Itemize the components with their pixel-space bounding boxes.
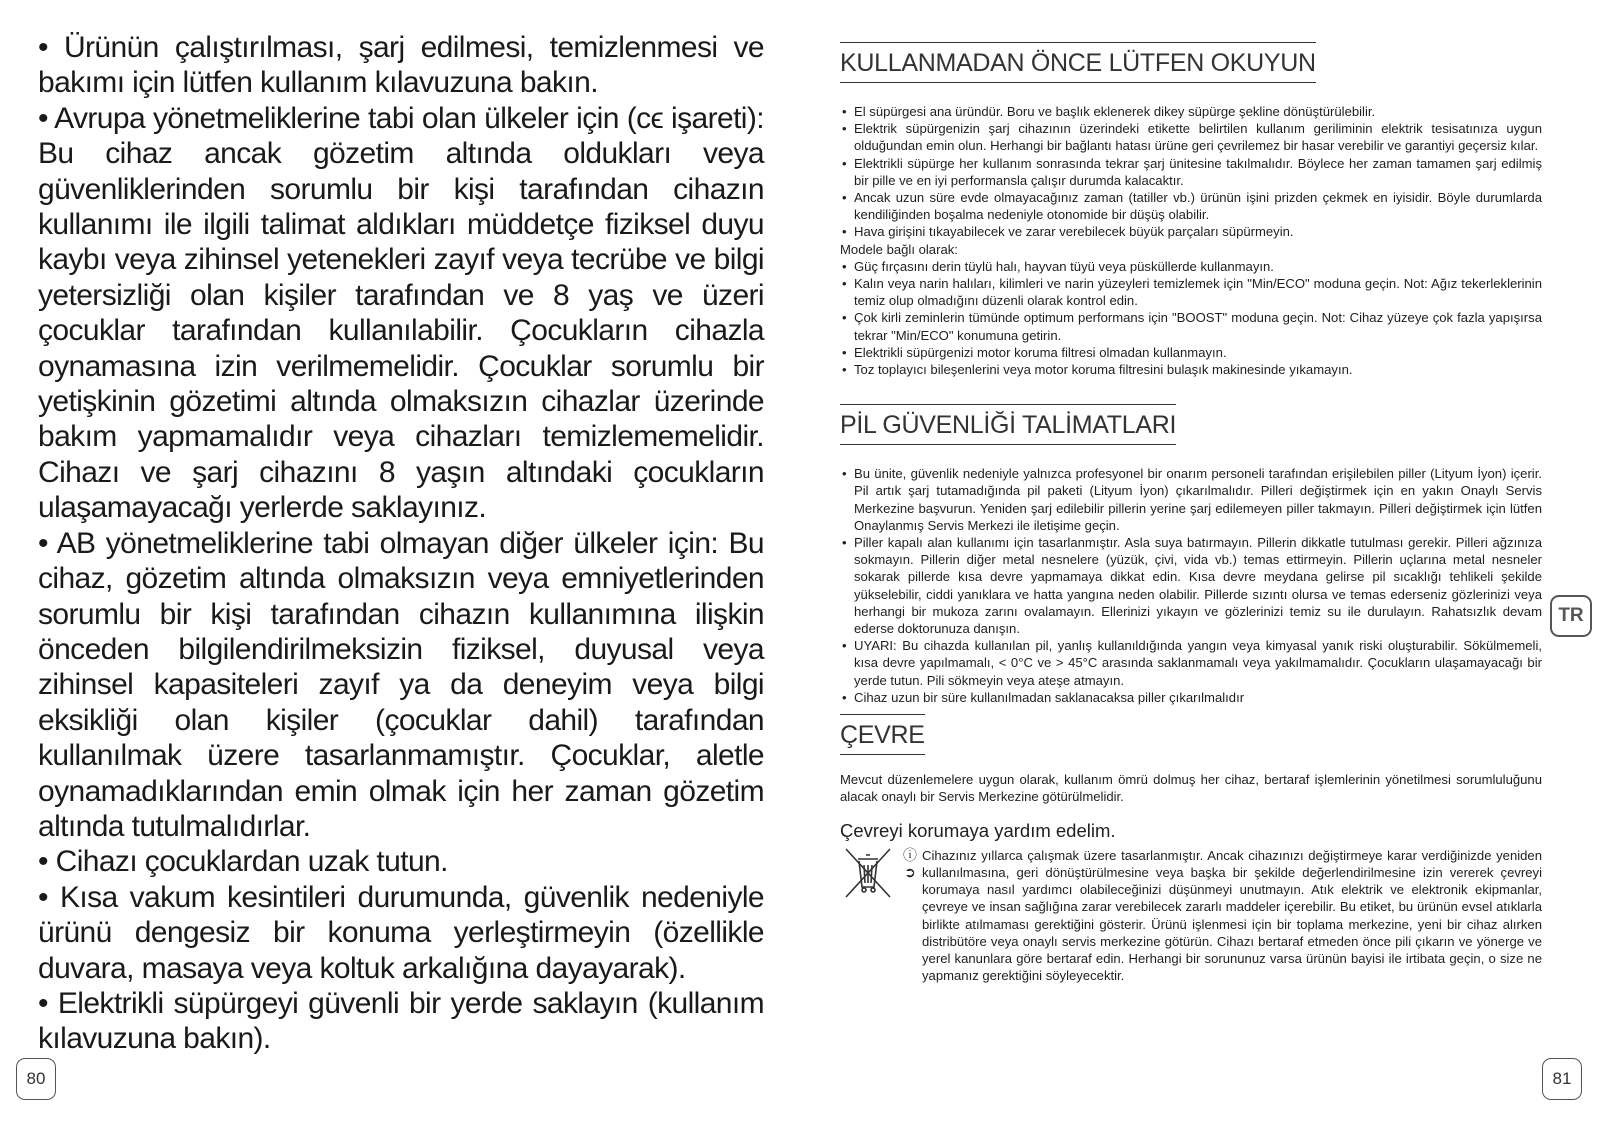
list-item: • Güç fırçasını derin tüylü halı, hayvan tüyü veya püsküllerde kullanmayın. xyxy=(842,258,1274,274)
weee-block xyxy=(840,847,1542,985)
weee-text: Cihazınız yıllarca çalışmak üzere tasarlanmıştır. Ancak cihazınızı değiştirmeye karar verdiğinizde yeniden kullanılmasına, geri dönüştürülmesine veya başka bir şekilde değerlendirilmesine izin vererek çevreyi korumaya nasıl yardımcı olabileceğinizi düşünmeyi unutmayın. Atık elektrik ve elektronik ekipmanlar, çevreye ve insan sağlığına zarar verebilecek zararlı maddeler içerebilir. Bu etiket, bu ürünün evsel atıklarla birlikte atılmaması gerektiğini gösterir. Ürünü işlenmesi için bir toplama merkezine, yeni bir cihaz alırken distribütöre veya onaylı servis merkezine götürün. Cihazı bertaraf etmeden önce pili çıkarın ve yönerge ve yerel kanunlara göre bertaraf edin. Herhangi bir sorununuz varsa ürünün bayisi ile irtibata geçin, o size ne yapmanız gerektiğini söyleyecektir. xyxy=(922,847,1542,984)
list-item: • Bu ünite, güvenlik nedeniyle yalnızca profesyonel bir onarım personeli tarafından erişilebilen piller (Lityum İyon) içerir. Pil artık şarj tutamadığında pil paketi (Lityum İyon) çıkarılmalıdır. Pilleri değiştirmek için en yakın Onaylı Servis Merkezine başvurun. Yeniden şarj edilebilir pillerin yerine şarj edilemeyen piller takmayın. Pilleri değiştirmek için lütfen Onaylanmış Servis Merkezi ile iletişime geçin. xyxy=(842,466,1542,533)
section-title-environment: ÇEVRE xyxy=(840,714,925,755)
language-tab: TR xyxy=(1550,595,1592,637)
page-number-right: 81 xyxy=(1542,1058,1582,1100)
left-paragraph: • AB yönetmeliklerine tabi olmayan diğer ülkeler için: Bu cihaz, gözetim altında olmaksızın veya emniyetlerinden sorumlu bir kişi tarafından cihazın kullanımına ilişkin önceden bilgilendirilmeksizin fiziksel, duyusal veya zihinsel kapasiteleri zayıf ya da deneyim veya bilgi eksikliği olan kişiler (çocuklar dahil) tarafından kullanılmak üzere tasarlanmamıştır. Çocuklar, aletle oynamadıklarından emin olmak için her zaman gözetim altında tutulmalıdırlar. xyxy=(38,526,764,843)
list-item: • Hava girişini tıkayabilecek ve zarar verebilecek büyük parçaları süpürmeyin. xyxy=(842,224,1294,240)
list-item: • UYARI: Bu cihazda kullanılan pil, yanlış kullanıldığında yangın veya kimyasal yanık riski oluşturabilir. Sökülmemeli, kısa devre yapılmamalı, < 0°C ve > 45°C arasında saklanmamalı veya yakılmamalıdır. Çocukların ulaşamayacağı bir yerde tutun. Pili sökmeyin veya ateşe atmayın. xyxy=(842,638,1542,688)
list-item: • Cihaz uzun bir süre kullanılmadan saklanacaksa piller çıkarılmalıdır xyxy=(842,689,1245,705)
list-item: • Elektrikli süpürgenizi motor koruma filtresi olmadan kullanmayın. xyxy=(842,344,1227,360)
list-item: • Elektrik süpürgenizin şarj cihazının üzerindeki etikette belirtilen kullanım geriliminin elektrik tesisatınıza uygun olduğundan emin olun. Herhangi bir bağlantı hatası ürüne geri çevrilemez bir hasar verebilir ve garantiyi geçersiz kılar. xyxy=(842,121,1542,154)
weee-crossed-bin-icon xyxy=(840,845,896,901)
environment-paragraph: Mevcut düzenlemelere uygun olarak, kullanım ömrü dolmuş her cihaz, bertaraf işlemlerinin yönetilmesi sorumluluğunu alacak onaylı bir Servis Merkezine götürülmelidir. xyxy=(840,772,1542,805)
section-title-battery-safety: PİL GÜVENLİĞİ TALİMATLARI xyxy=(840,404,1176,445)
battery-safety-list xyxy=(840,465,1542,706)
list-item: • Ancak uzun süre evde olmayacağınız zaman (tatiller vb.) ürünün işini prizden çekmek en iyisidir. Böyle durumlarda kendiliğinden boşalma nedeniyle otonomide bir düşüş olabilir. xyxy=(842,190,1542,223)
list-item: • Piller kapalı alan kullanımı için tasarlanmıştır. Asla suya batırmayın. Pillerin dikkatle tutulması gerekir. Pilleri ağzınıza sokmayın. Pillerin diğer metal nesnelere (yüzük, çivi, vida vb.) temas ettirmeyin. Pillerin uçlarına metal nesneler sokarak pillerde kısa devre yapmamaya dikkat edin. Kısa devre meydana gelirse pil sıcaklığı tehlikeli şekilde yükselebilir, ciddi yanıklara ve hatta yangına neden olabilir. Pillerde sızıntı olursa ve temas ederseniz gözlerinizi veya herhangi bir mukoza zarını ovalamayın. Ellerinizi yıkayın ve gözlerinizi temiz su ile durulayın. Rahatsızlık devam ederse doktorunuza danışın. xyxy=(842,535,1542,637)
left-paragraph: • Kısa vakum kesintileri durumunda, güvenlik nedeniyle ürünü dengesiz bir konuma yerleştirmeyin (özellikle duvara, masaya veya koltuk arkalığına dayayarak). xyxy=(38,880,764,985)
environment-subhead: Çevreyi korumaya yardım edelim. xyxy=(840,819,1116,841)
left-paragraph: • Cihazı çocuklardan uzak tutun. xyxy=(38,845,448,879)
model-list xyxy=(840,258,1542,378)
page-number-left: 80 xyxy=(16,1058,56,1100)
left-page-body xyxy=(38,30,764,1057)
list-item: • Kalın veya narin halıları, kilimleri ve narin yüzeyleri temizlemek için "Min/ECO" moduna geçin. Not: Ağız tekerleklerinin temiz olup olmadığını düzenli olarak kontrol edin. xyxy=(842,276,1542,309)
list-item: • Çok kirli zeminlerin tümünde optimum performans için "BOOST" moduna geçin. Not: Cihaz yüzeye çok fazla yapışırsa tekrar "Min/ECO" konumuna getirin. xyxy=(842,310,1542,343)
model-note: Modele bağlı olarak: xyxy=(840,241,958,257)
section-title-before-use: KULLANMADAN ÖNCE LÜTFEN OKUYUN xyxy=(840,42,1316,83)
left-paragraph: • Elektrikli süpürgeyi güvenli bir yerde saklayın (kullanım kılavuzuna bakın). xyxy=(38,986,764,1056)
recycle-arrow-icon: ➲ xyxy=(904,863,916,880)
list-item: • El süpürgesi ana üründür. Boru ve başlık eklenerek dikey süpürge şekline dönüştürülebilir. xyxy=(842,104,1376,119)
left-paragraph: • Ürünün çalıştırılması, şarj edilmesi, temizlenmesi ve bakımı için lütfen kullanım kılavuzuna bakın. xyxy=(38,31,764,100)
right-page-body xyxy=(840,42,1542,984)
list-item: • Toz toplayıcı bileşenlerini veya motor koruma filtresini bulaşık makinesinde yıkamayın. xyxy=(842,362,1353,378)
before-use-list xyxy=(840,103,1542,241)
info-icon: ⓘ xyxy=(903,846,917,863)
left-paragraph: • Avrupa yönetmeliklerine tabi olan ülkeler için (cϵ işareti): Bu cihaz ancak gözetim altında oldukları veya güvenliklerinden sorumlu bir kişi tarafından cihazın kullanımı ile ilgili talimat aldıkları müddetçe fiziksel duyu kaybı veya zihinsel yetenekleri zayıf veya tecrübe ve bilgi yetersizliği olan kişiler tarafından ve 8 yaş ve üzeri çocuklar tarafından kullanılabilir. Çocukların cihazla oynamasına izin verilmemelidir. Çocuklar sorumlu bir yetişkinin gözetimi altında olmaksızın cihazlar üzerinde bakım yapmamalıdır veya cihazları temizlememelidir. Cihazı ve şarj cihazını 8 yaşın altındaki çocukların ulaşamayacağı yerlerde saklayınız. xyxy=(38,101,764,525)
list-item: • Elektrikli süpürge her kullanım sonrasında tekrar şarj ünitesine takılmalıdır. Böylece her zaman tamamen şarj edilmiş bir pille ve en iyi performansla çalışır durumda kalacaktır. xyxy=(842,155,1542,188)
